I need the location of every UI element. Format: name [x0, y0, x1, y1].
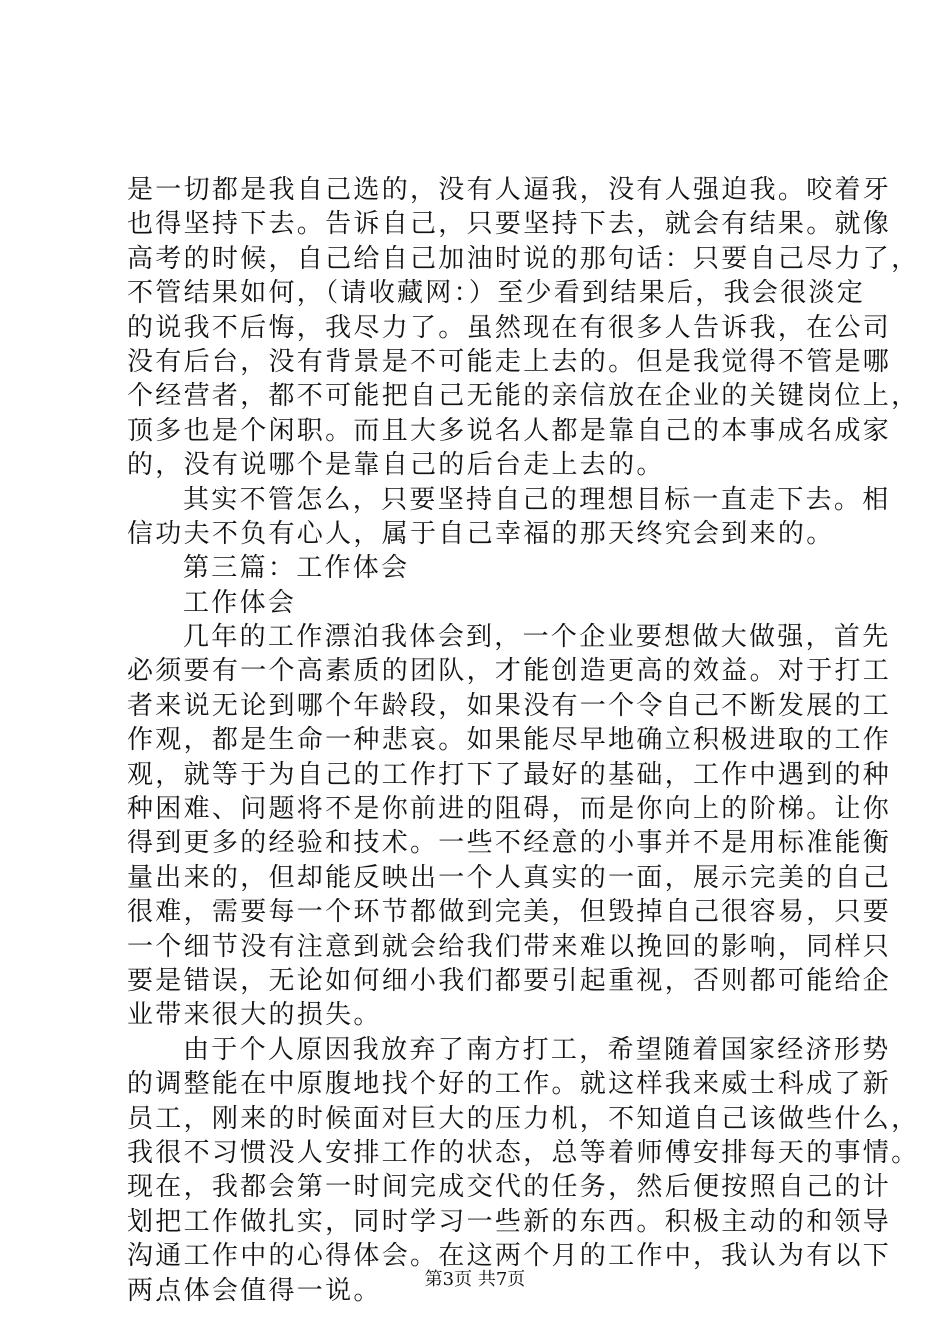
text-line: 沟通工作中的心得体会。在这两个月的工作中，我认为有以下	[127, 1241, 892, 1272]
text-line: 得到更多的经验和技术。一些不经意的小事并不是用标准能衡	[127, 828, 892, 859]
text-line: 是一切都是我自己选的，没有人逼我，没有人强迫我。咬着牙	[127, 175, 892, 205]
text-line: 划把工作做扎实，同时学习一些新的东西。积极主动的和领导	[127, 1206, 892, 1237]
text-line: 员工，刚来的时候面对巨大的压力机，不知道自己该做些什么，	[127, 1103, 920, 1134]
text-line: 很难，需要每一个环节都做到完美，但毁掉自己很容易，只要	[127, 897, 892, 928]
text-line: 者来说无论到哪个年龄段，如果没有一个令自己不断发展的工	[127, 690, 892, 721]
text-line: 要是错误，无论如何细小我们都要引起重视，否则都可能给企	[127, 965, 892, 996]
section-heading: 第三篇：工作体会	[183, 553, 410, 584]
text-line: 两点体会值得一说。	[127, 1275, 382, 1306]
text-line: 种困难、问题将不是你前进的阻碍，而是你向上的阶梯。让你	[127, 794, 892, 825]
text-line: 的，没有说哪个是靠自己的后台走上去的。	[127, 450, 665, 481]
text-line: 观，就等于为自己的工作打下了最好的基础，工作中遇到的种	[127, 759, 892, 790]
text-line: 的说我不后悔，我尽力了。虽然现在有很多人告诉我，在公司	[127, 312, 892, 343]
text-line: 作观，都是生命一种悲哀。如果能尽早地确立积极进取的工作	[127, 725, 892, 756]
paragraph-first-line: 由于个人原因我放弃了南方打工，希望随着国家经济形势	[183, 1034, 891, 1065]
text-line: 顶多也是个闲职。而且大多说名人都是靠自己的本事成名成家	[127, 415, 892, 446]
text-line: 也得坚持下去。告诉自己，只要坚持下去，就会有结果。就像	[127, 209, 892, 240]
paragraph-first-line: 几年的工作漂泊我体会到，一个企业要想做大做强，首先	[183, 622, 891, 653]
text-line: 我很不习惯没人安排工作的状态，总等着师傅安排每天的事情。	[127, 1137, 920, 1168]
document-body	[127, 173, 920, 1308]
text-line: 个经营者，都不可能把自己无能的亲信放在企业的关键岗位上，	[127, 381, 920, 412]
section-title: 工作体会	[183, 587, 297, 618]
text-line: 业带来很大的损失。	[127, 1000, 382, 1031]
text-line: 一个细节没有注意到就会给我们带来难以挽回的影响，同样只	[127, 931, 892, 962]
text-line: 现在，我都会第一时间完成交代的任务，然后便按照自己的计	[127, 1172, 892, 1203]
text-line: 高考的时候，自己给自己加油时说的那句话：只要自己尽力了，	[127, 243, 920, 274]
paragraph-first-line: 其实不管怎么，只要坚持自己的理想目标一直走下去。相	[183, 484, 891, 515]
text-line: 信功夫不负有心人，属于自己幸福的那天终究会到来的。	[127, 518, 835, 549]
text-line: 不管结果如何，（请收藏网：）至少看到结果后，我会很淡定	[127, 278, 866, 309]
text-line: 的调整能在中原腹地找个好的工作。就这样我来威士科成了新	[127, 1069, 892, 1100]
text-line: 没有后台，没有背景是不可能走上去的。但是我觉得不管是哪	[127, 346, 892, 377]
text-line: 必须要有一个高素质的团队，才能创造更高的效益。对于打工	[127, 656, 892, 687]
text-line: 量出来的，但却能反映出一个人真实的一面，展示完美的自己	[127, 862, 892, 893]
page-number-footer: 第3页 共7页	[424, 1269, 526, 1290]
